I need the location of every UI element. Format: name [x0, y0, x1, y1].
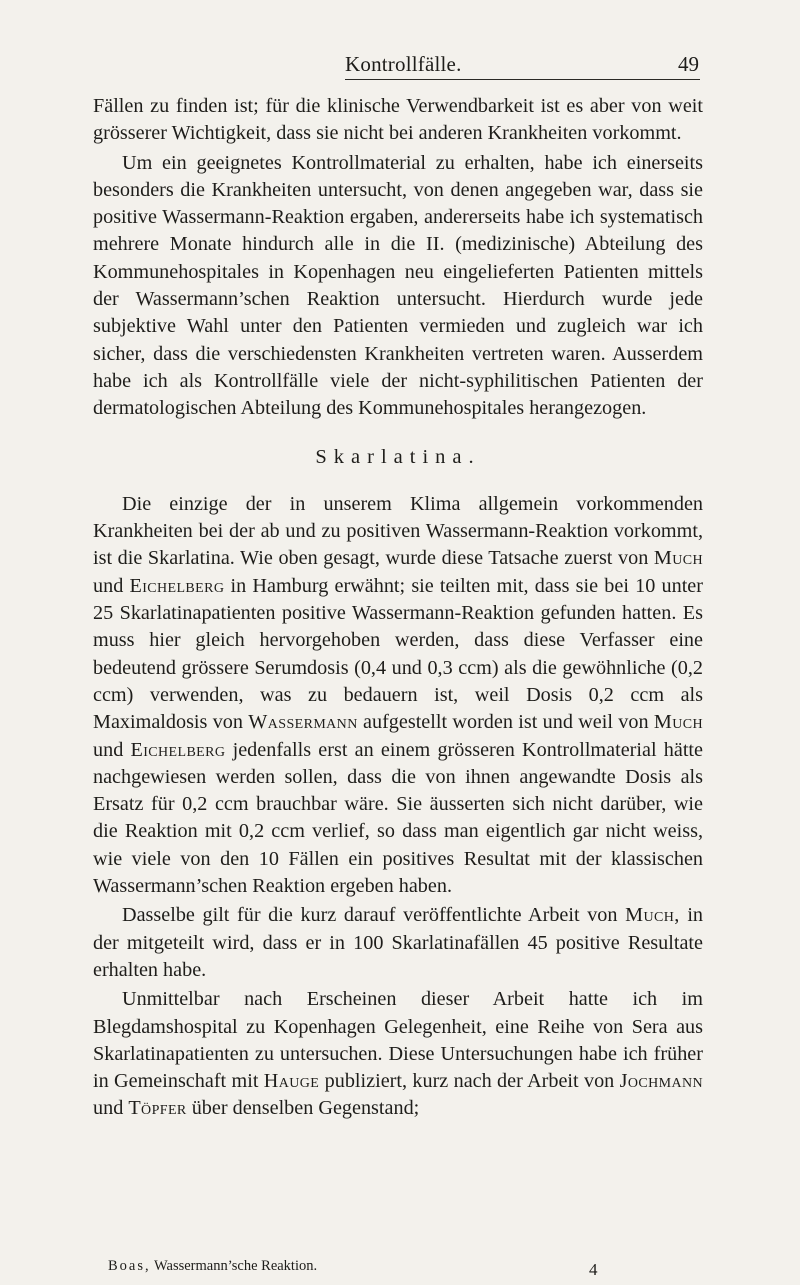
conjunction-2: und [93, 738, 124, 761]
footer-author: Boas, [108, 1258, 151, 1274]
paragraph-3-text-d: jedenfalls erst an einem grösseren Kontrollmaterial hätte nachgewiesen werden sollen, dass die von ihnen angewandte Dosis als Ersatz für 0,2 ccm brauchbar wäre. Sie äusserten sich nicht darüber, wie die Reaktion mit 0,2 ccm verlief, so dass man eigentlich gar nicht weiss, wie viele von den 10 Fällen ein positives Resultat mit der klassischen Wassermann’schen Reaktion ergeben haben. [93, 738, 704, 898]
author-name-toepfer: Töpfer [128, 1097, 187, 1120]
header-rule [345, 79, 700, 80]
page-header [0, 52, 800, 78]
page-footer [93, 1258, 703, 1280]
paragraph-4-text-b: in der mitgeteilt wird, dass er in 100 Skarlatinafällen 45 positive Resultate erhalten habe. [93, 904, 704, 981]
paragraph-4-text-a: Dasselbe gilt für die kurz darauf veröffentlichte Arbeit von [122, 904, 618, 927]
body-text [93, 93, 703, 1123]
paragraph-5-text-b: publiziert, kurz nach der Arbeit von [324, 1070, 615, 1093]
paragraph-1: Fällen zu finden ist; für die klinische Verwendbarkeit ist es aber von weit grösserer Wichtigkeit, dass sie nicht bei anderen Krankheiten vorkommt. [93, 95, 703, 145]
paragraph-4 [93, 902, 703, 984]
author-name-much-3: Much, [625, 904, 680, 927]
paragraph-5-text-c: über denselben Gegenstand; [191, 1097, 420, 1120]
conjunction: und [93, 574, 124, 597]
paragraph-2: Um ein geeignetes Kontrollmaterial zu erhalten, habe ich einerseits besonders die Krankheiten untersucht, von denen angegeben war, dass sie positive Wassermann-Reaktion ergaben, andererseits habe ich systematisch mehrere Monate hindurch alle in die II. (medizinische) Abteilung des Kommunehospitales in Kopenhagen neu eingelieferten Patienten mittels der Wassermann’schen Reaktion untersucht. Hierdurch wurde jede subjektive Wahl unter den Patienten vermieden und zugleich war ich sicher, dass die verschiedensten Krankheiten vertreten waren. Ausserdem habe ich als Kontrollfälle viele der nicht-syphilitischen Patienten der dermatologischen Abteilung des Kommunehospitales herangezogen. [93, 151, 703, 420]
author-name-eichelberg-2: Eichelberg [130, 738, 226, 761]
conjunction-3: und [93, 1097, 124, 1120]
author-name-much: Much [653, 547, 704, 570]
author-name-jochmann: Jochmann [619, 1070, 704, 1093]
paragraph-5 [93, 986, 703, 1122]
paragraph-3-text-a: Die einzige der in unserem Klima allgemein vorkommenden Krankheiten bei der ab und zu positiven Wassermann-Reaktion vorkommt, ist die Skarlatina. Wie oben gesagt, wurde diese Tatsache zuerst von [93, 492, 703, 570]
paragraph-3-text-c: aufgestellt worden ist und weil von [363, 711, 649, 734]
section-heading: Skarlatina. [315, 445, 481, 468]
author-name-much-2: Much [653, 711, 703, 734]
footer-title: Wassermann’sche Reaktion. [154, 1258, 318, 1274]
page-number: 49 [678, 52, 699, 76]
paragraph-3-text-b: in Hamburg erwähnt; sie teilten mit, dass sie bei 10 unter 25 Skarlatinapatienten positive Wassermann-Reaktion gefunden hatten. Es muss hier gleich hervorgehoben werden, dass diese Verfasser eine bedeutend grössere Serumdosis (0,4 und 0,3 ccm) als die gewöhnliche (0,2 ccm) verwenden, was zu bedauern ist, weil Dosis 0,2 ccm als Maximaldosis von [93, 574, 703, 734]
signature-mark: 4 [589, 1260, 598, 1279]
author-name-hauge: Hauge [263, 1070, 320, 1093]
footer-source [108, 1258, 317, 1275]
paragraph-5-text-a: Unmittelbar nach Erscheinen dieser Arbeit hatte ich im Blegdamshospital zu Kopenhagen Gelegenheit, eine Reihe von Sera aus Skarlatinapatienten zu untersuchen. Diese Untersuchungen habe ich früher in Gemeinschaft mit [93, 988, 703, 1093]
author-name-wassermann: Wassermann [248, 711, 358, 734]
paragraph-3 [93, 491, 703, 900]
running-head: Kontrollfälle. [345, 52, 462, 76]
author-name-eichelberg: Eichelberg [129, 574, 225, 597]
